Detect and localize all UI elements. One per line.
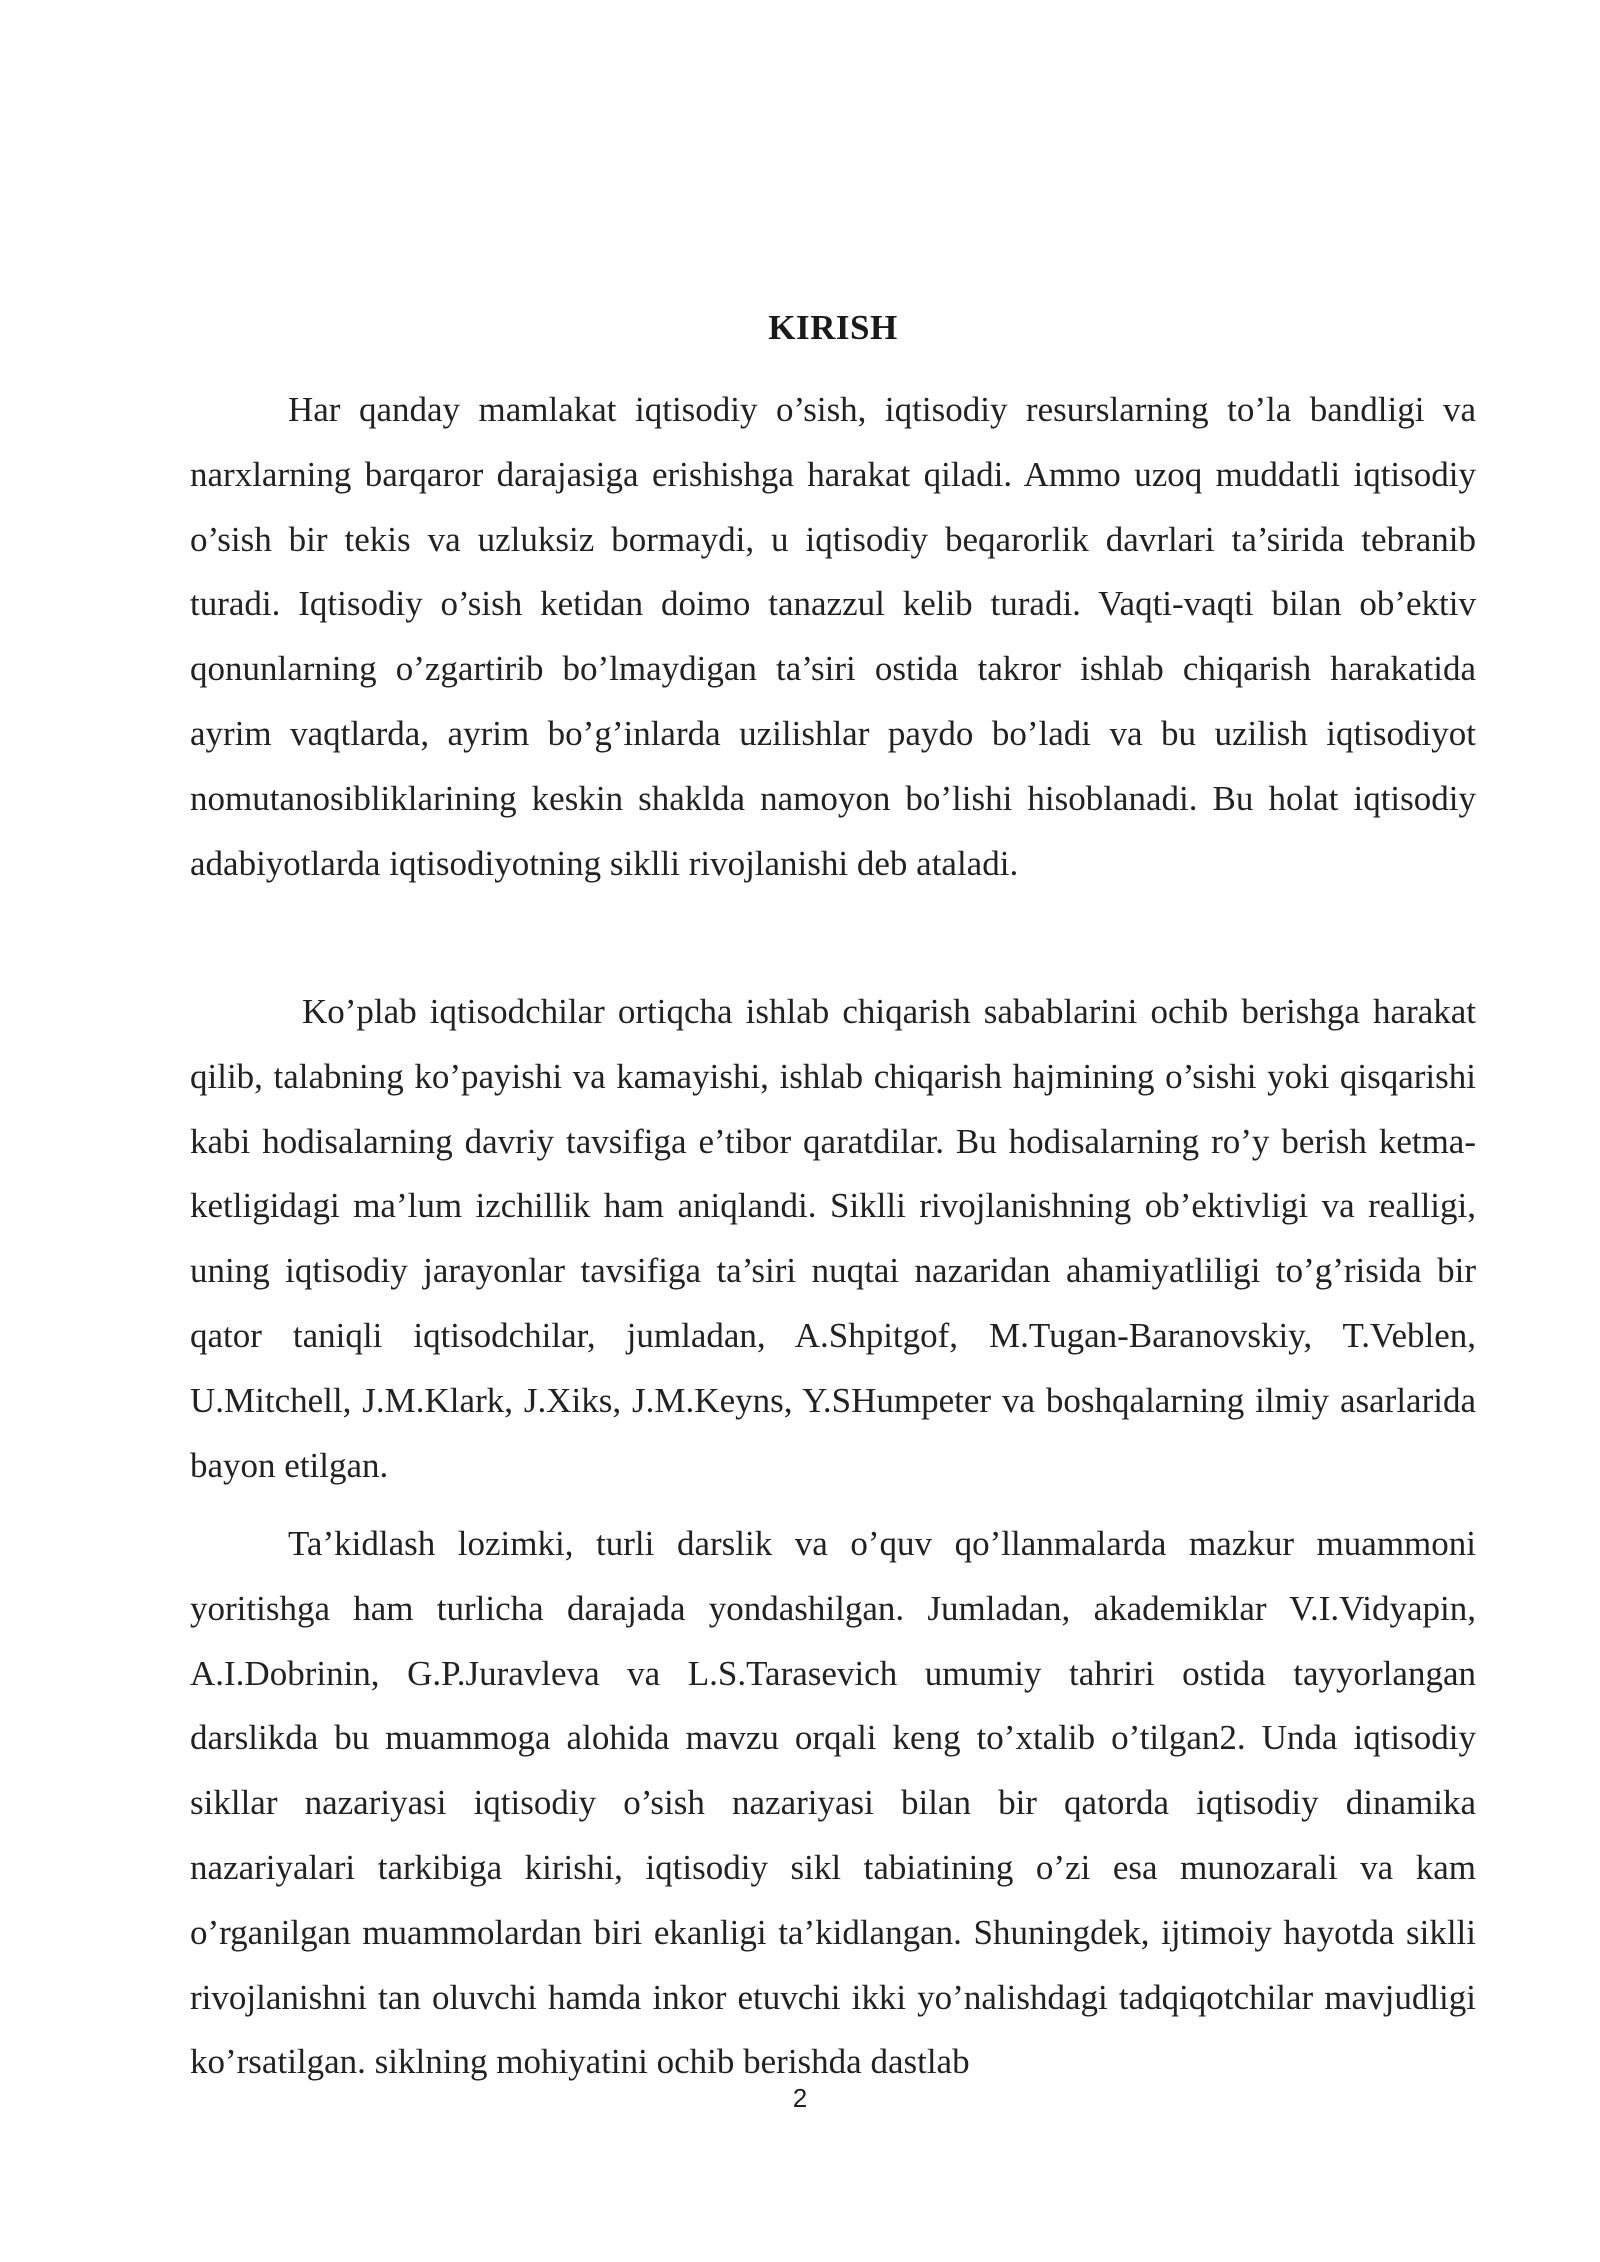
paragraph-2: Ko’plab iqtisodchilar ortiqcha ishlab chiqarish sabablarini ochib berishga harakat qilib, talabning ko’payishi va kamayishi, ishlab chiqarish hajmining o’sishi yoki qisqarishi kabi hodisalarning davriy tavsifiga e’tibor qaratdilar. Bu hodisalarning ro’y berish ketma-ketligidagi ma’lum izchillik ham aniqlandi. Siklli rivojlanishning ob’ektivligi va realligi, uning iqtisodiy jarayonlar tavsifiga ta’siri nuqtai nazaridan ahamiyatliligi to’g’risida bir qator taniqli iqtisodchilar, jumladan, A.Shpitgof, M.Tugan-Baranovskiy, T.Veblen, U.Mitchell, J.M.Klark, J.Xiks, J.M.Keyns, Y.SHumpeter va boshqalarning ilmiy asarlarida bayon etilgan. xyxy=(190,992,1476,1485)
page-number: 2 xyxy=(792,2083,808,2113)
section-heading: KIRISH xyxy=(768,308,898,347)
paragraph-3: Ta’kidlash lozimki, turli darslik va o’quv qo’llanmalarda mazkur muammoni yoritishga ham turlicha darajada yondashilgan. Jumladan, akademiklar V.I.Vidyapin, A.I.Dobrinin, G.P.Juravleva va L.S.Tarasevich umumiy tahriri ostida tayyorlangan darslikda bu muammoga alohida mavzu orqali keng to’xtalib o’tilgan2. Unda iqtisodiy sikllar nazariyasi iqtisodiy o’sish nazariyasi bilan bir qatorda iqtisodiy dinamika nazariyalari tarkibiga kirishi, iqtisodiy sikl tabiatining o’zi esa munozarali va kam o’rganilgan muammolardan biri ekanligi ta’kidlangan. Shuningdek, ijtimoiy hayotda siklli rivojlanishni tan oluvchi hamda inkor etuvchi ikki yo’nalishdagi tadqiqotchilar mavjudligi ko’rsatilgan. siklning mohiyatini ochib berishda dastlab xyxy=(190,1524,1476,2082)
paragraph-1: Har qanday mamlakat iqtisodiy o’sish, iqtisodiy resurslarning to’la bandligi va narxlarning barqaror darajasiga erishishga harakat qiladi. Ammo uzoq muddatli iqtisodiy o’sish bir tekis va uzluksiz bormaydi, u iqtisodiy beqarorlik davrlari ta’sirida tebranib turadi. Iqtisodiy o’sish ketidan doimo tanazzul kelib turadi. Vaqti-vaqti bilan ob’ektiv qonunlarning o’zgartirib bo’lmaydigan ta’siri ostida takror ishlab chiqarish harakatida ayrim vaqtlarda, ayrim bo’g’inlarda uzilishlar paydo bo’ladi va bu uzilish iqtisodiyot nomutanosibliklarining keskin shaklda namoyon bo’lishi hisoblanadi. Bu holat iqtisodiy adabiyotlarda iqtisodiyotning siklli rivojlanishi deb ataladi. xyxy=(190,390,1476,883)
